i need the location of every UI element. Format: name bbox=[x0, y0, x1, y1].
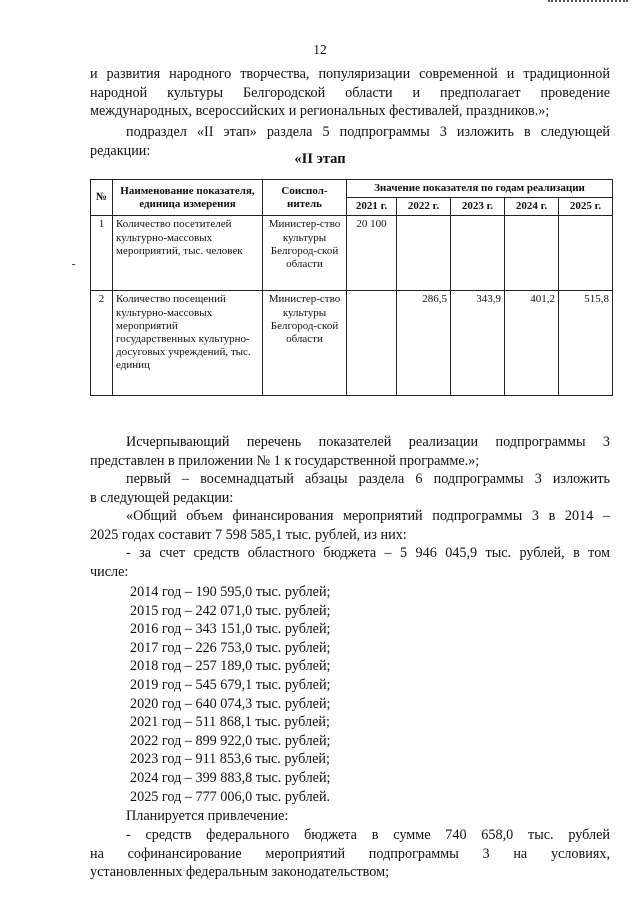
text-line: - средств федерального бюджета в сумме 740 658,0 тыс. рублей bbox=[126, 827, 610, 843]
paragraph-top bbox=[90, 65, 610, 121]
table-header-row bbox=[91, 180, 613, 198]
row-executor: Министер-ство культуры Белгород-ской области bbox=[263, 291, 347, 396]
header-executor: Соиспол-нитель bbox=[263, 180, 347, 216]
row-value: 20 100 bbox=[347, 216, 397, 291]
row-name: Количество посещений культурно-массовых мероприятий государственных культурно-досуговых учреждений, тыс. единиц bbox=[113, 291, 263, 396]
text-line: установленных федеральным законодательством; bbox=[90, 864, 390, 881]
year-line: 2021 год – 511 868,1 тыс. рублей; bbox=[130, 714, 330, 731]
text-line: редакции: bbox=[90, 142, 151, 159]
row-value bbox=[451, 216, 505, 291]
header-year: 2025 г. bbox=[559, 198, 613, 216]
header-name: Наименование показателя, единица измерения bbox=[113, 180, 263, 216]
header-year: 2023 г. bbox=[451, 198, 505, 216]
row-value bbox=[505, 216, 559, 291]
paragraph-total bbox=[90, 507, 610, 544]
row-value: 343,9 bbox=[451, 291, 505, 396]
year-line: 2018 год – 257 189,0 тыс. рублей; bbox=[130, 658, 331, 675]
year-line: 2024 год – 399 883,8 тыс. рублей; bbox=[130, 769, 331, 786]
year-line: 2015 год – 242 071,0 тыс. рублей; bbox=[130, 602, 331, 619]
paragraph-federal bbox=[90, 826, 610, 882]
header-values-group: Значение показателя по годам реализации bbox=[347, 180, 613, 198]
text-line: числе: bbox=[90, 563, 129, 580]
header-year: 2024 г. bbox=[505, 198, 559, 216]
row-name: Количество посетителей культурно-массовых мероприятий, тыс. человек bbox=[113, 216, 263, 291]
text-line: народной культуры Белгородской области и предполагает проведение bbox=[90, 84, 610, 101]
text-line: и развития народного творчества, популяризации современной и традиционной bbox=[90, 66, 610, 82]
year-line: 2016 год – 343 151,0 тыс. рублей; bbox=[130, 621, 331, 638]
year-line: 2020 год – 640 074,3 тыс. рублей; bbox=[130, 695, 331, 712]
row-value: 401,2 bbox=[505, 291, 559, 396]
table-title: «II этап bbox=[294, 151, 346, 167]
years-list bbox=[90, 583, 610, 806]
year-line: 2023 год – 911 853,6 тыс. рублей; bbox=[130, 751, 330, 768]
paragraph-list bbox=[90, 433, 610, 470]
text-line: на софинансирование мероприятий подпрограммы 3 на условиях, bbox=[90, 845, 610, 862]
text-line: представлен в приложении № 1 к государственной программе.»; bbox=[90, 452, 480, 469]
text-line: первый – восемнадцатый абзацы раздела 6 подпрограммы 3 изложить bbox=[126, 471, 610, 487]
year-line: 2014 год – 190 595,0 тыс. рублей; bbox=[130, 584, 331, 600]
text-line: Планируется привлечение: bbox=[126, 808, 289, 824]
indicators-table bbox=[90, 179, 613, 396]
header-year: 2021 г. bbox=[347, 198, 397, 216]
row-value: 286,5 bbox=[397, 291, 451, 396]
paragraph-planned bbox=[90, 807, 610, 826]
year-line: 2017 год – 226 753,0 тыс. рублей; bbox=[130, 639, 331, 656]
text-line: Исчерпывающий перечень показателей реализации подпрограммы 3 bbox=[126, 434, 610, 450]
paragraph-first bbox=[90, 470, 610, 507]
text-line: - за счет средств областного бюджета – 5 946 045,9 тыс. рублей, в том bbox=[126, 545, 610, 561]
row-num: 1 bbox=[91, 216, 113, 291]
year-line: 2022 год – 899 922,0 тыс. рублей; bbox=[130, 732, 331, 749]
table-row bbox=[91, 291, 613, 396]
text-line: 2025 годах составит 7 598 585,1 тыс. рублей, из них: bbox=[90, 526, 407, 543]
scan-speck bbox=[72, 264, 75, 265]
paragraph-regional bbox=[90, 544, 610, 581]
text-line: в следующей редакции: bbox=[90, 489, 234, 506]
page-number: 12 bbox=[313, 42, 327, 57]
row-value bbox=[347, 291, 397, 396]
scan-mark bbox=[548, 0, 628, 5]
year-line: 2019 год – 545 679,1 тыс. рублей; bbox=[130, 676, 331, 693]
text-line: международных, всероссийских и региональных фестивалей, праздников.»; bbox=[90, 103, 550, 120]
text-line: «Общий объем финансирования мероприятий подпрограммы 3 в 2014 – bbox=[126, 508, 610, 524]
row-value bbox=[397, 216, 451, 291]
row-executor: Министер-ство культуры Белгород-ской области bbox=[263, 216, 347, 291]
row-value bbox=[559, 216, 613, 291]
header-num: № bbox=[91, 180, 113, 216]
text-line: подраздел «II этап» раздела 5 подпрограммы 3 изложить в следующей bbox=[126, 124, 610, 140]
row-num: 2 bbox=[91, 291, 113, 396]
row-value: 515,8 bbox=[559, 291, 613, 396]
table-row bbox=[91, 216, 613, 291]
year-line: 2025 год – 777 006,0 тыс. рублей. bbox=[130, 788, 331, 805]
header-year: 2022 г. bbox=[397, 198, 451, 216]
